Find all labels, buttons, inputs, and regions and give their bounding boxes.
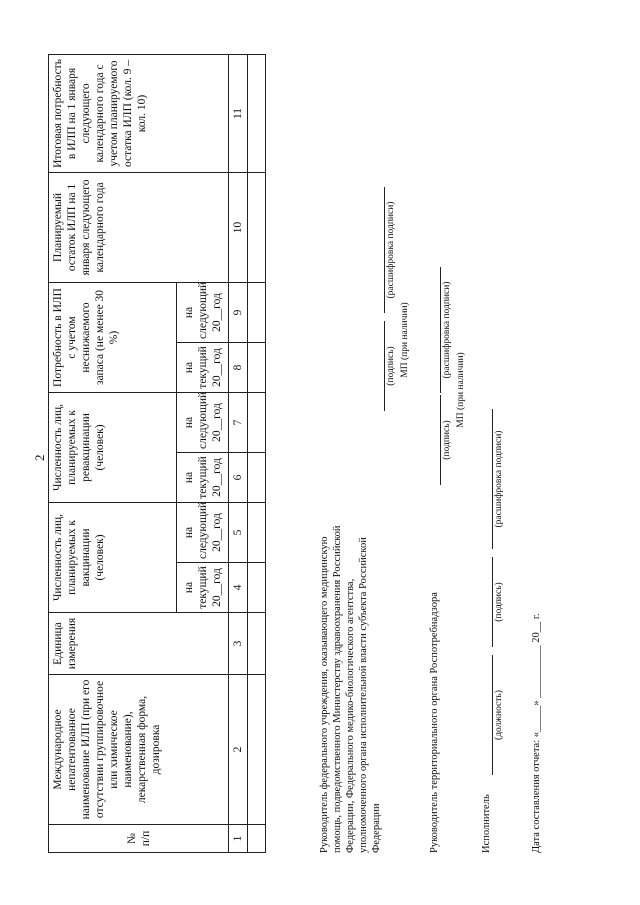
executor-sign-caption: (подпись) [494,582,504,622]
header-planned-rest: Планируемый остаток ИЛП на 1 января следующего календарного года [49,172,229,282]
executor-label: Исполнитель [481,794,492,853]
header-need-next: на следующий 20__год [177,282,229,342]
header-revacc-next: на следующий 20__год [177,392,229,452]
header-revacc-current: на текущий 20__год [177,452,229,502]
header-need: Потребность в ИЛП с учетом неснижаемого запаса (не менее 30 %) [49,282,177,392]
signature-block-2-decode-caption: (расшифровка подписи) [442,281,452,379]
col-num-9: 9 [229,282,248,342]
cell [248,54,266,172]
cell [248,342,266,392]
cell [248,675,266,825]
col-num-6: 6 [229,452,248,502]
cell [248,172,266,282]
executor-decode-caption: (расшифровка подписи) [494,430,504,528]
cell [248,825,266,853]
signature-block-1-sign-line [384,321,385,411]
col-num-2: 2 [229,675,248,825]
col-num-3: 3 [229,613,248,675]
signature-block-2-stamp: МП (при наличии) [456,352,466,428]
header-vacc-current: на текущий 20__год [177,563,229,613]
executor-sign-line [492,557,493,647]
page-number: 2 [32,454,47,461]
signature-block-2-text: Руководитель территориального органа Роспотребнадзора [429,592,440,853]
signature-block-1-text: Руководитель федерального учреждения, оказывающего медицинскую помощь, подведомственного Министерству здравоохранения Российской Федерации, Федерального медико-биологического агентства, уполномоченного органа исполнительной власти субъекта Российской Федерации [319,525,382,853]
executor-position-line [492,655,493,775]
signature-block-2-decode-line [440,267,441,393]
header-num: № п/п [49,825,229,853]
column-number-row [229,54,248,852]
col-num-4: 4 [229,563,248,613]
report-date: Дата составления отчета: «_____» __________ 20__ г. [531,613,542,853]
signature-block-1-sign-caption: (подпись) [386,346,396,386]
cell [248,282,266,342]
signature-block-2-sign-line [440,395,441,485]
cell [248,502,266,562]
cell [248,613,266,675]
header-revaccination: Численность лиц, планируемых к ревакцинации (человек) [49,392,177,502]
header-unit: Единица измерения [49,613,229,675]
signature-block-1-stamp: МП (при наличии) [400,302,410,378]
ilp-requirements-table [48,54,266,853]
empty-data-row [248,54,266,852]
cell [248,452,266,502]
col-num-10: 10 [229,172,248,282]
col-num-5: 5 [229,502,248,562]
header-vaccination: Численность лиц, планируемых к вакцинации (человек) [49,502,177,612]
executor-decode-line [492,409,493,549]
signature-block-1-decode-caption: (расшифровка подписи) [386,201,396,299]
col-num-1: 1 [229,825,248,853]
header-total: Итоговая потребность в ИЛП на 1 января следующего календарного года с учетом планируемого остатка ИЛП (кол. 9 – кол. 10) [49,54,229,172]
col-num-11: 11 [229,54,248,172]
header-need-current: на текущий 20__год [177,342,229,392]
col-num-8: 8 [229,342,248,392]
cell [248,563,266,613]
signature-block-1-decode-line [384,187,385,313]
col-num-7: 7 [229,392,248,452]
executor-position-caption: (должность) [494,690,504,740]
header-name: Международное непатентованное наименование ИЛП (при его отсутствии группировочное или химическое наименование), лекарственная форма, дозировка [49,675,229,825]
cell [248,392,266,452]
header-vacc-next: на следующий 20__год [177,502,229,562]
signature-block-2-sign-caption: (подпись) [442,420,452,460]
